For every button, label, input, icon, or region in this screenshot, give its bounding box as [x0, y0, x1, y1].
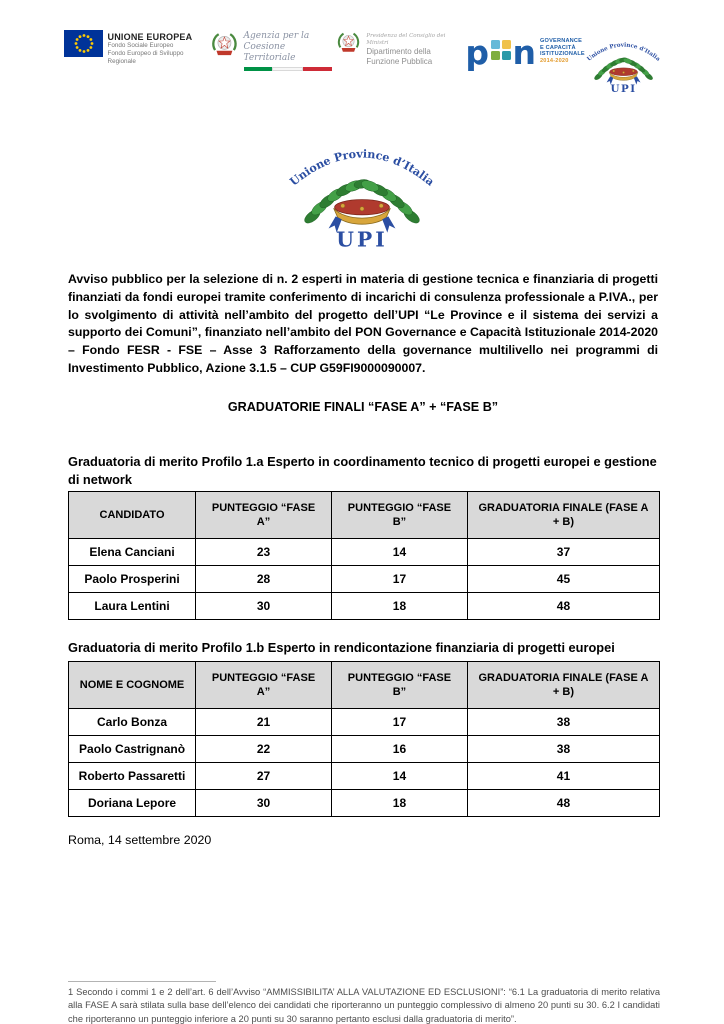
table-row: [69, 736, 660, 763]
table-row: [69, 763, 660, 790]
column-header-candidato: CANDIDATO: [69, 492, 196, 539]
dipartimento-line0: Presidenza del Consiglio dei Ministri: [366, 33, 446, 46]
upi-logo-small: [585, 30, 662, 95]
notice-intro-paragraph: Avviso pubblico per la selezione di n. 2 esperti in materia di gestione tecnica e finanziaria di progetti finanziati da fondi europei tramite conferimento di incarichi di consulenza professionale a P.IVA., per lo svolgimento di attività nell’ambito del progetto dell’UPI “Le Province e il sistema dei servizi a supporto dei Comuni”, finanziato nell’ambito del PON Governance e Capacità Istituzionale 2014-2020 – Fondo FESR - FSE – Asse 3 Rafforzamento della governance multilivello nei programmi di Investimento Pubblico, Azione 3.1.5 – CUP G59FI9000090007.: [68, 272, 658, 375]
column-header-nome-cognome: NOME E COGNOME: [69, 662, 196, 709]
agenzia-coesione-logo-block: [210, 30, 337, 71]
table-row: [69, 539, 660, 566]
pon-logo-block: [465, 30, 585, 73]
eu-logo-line2: Fondo Europeo di Sviluppo Regionale: [107, 50, 184, 65]
column-header-graduatoria-finale: GRADUATORIA FINALE (FASE A + B): [467, 662, 659, 709]
score-total: 48: [467, 790, 659, 817]
score-fase-a: 30: [196, 790, 332, 817]
candidate-name: Carlo Bonza: [69, 709, 196, 736]
dipartimento-line1: Dipartimento della: [366, 47, 431, 56]
pon-letter-n: n: [512, 33, 536, 73]
pon-line3: ISTITUZIONALE: [540, 51, 585, 58]
score-total: 45: [467, 566, 659, 593]
ranking-table-profilo-1a: [68, 491, 660, 620]
score-fase-b: 16: [331, 736, 467, 763]
score-fase-b: 17: [331, 566, 467, 593]
italy-tricolor-bar: [244, 67, 332, 71]
pon-line2: E CAPACITÀ: [540, 44, 576, 51]
upi-logo-center: [286, 127, 438, 256]
eu-logo-title: UNIONE EUROPEA: [107, 32, 193, 42]
pon-line1: GOVERNANCE: [540, 38, 583, 44]
score-fase-a: 27: [196, 763, 332, 790]
table-row: [69, 566, 660, 593]
score-total: 37: [467, 539, 659, 566]
page-title: GRADUATORIE FINALI “FASE A” + “FASE B”: [227, 400, 499, 414]
score-fase-a: 28: [196, 566, 332, 593]
table-row: [69, 593, 660, 620]
ranking-table-profilo-1b: [68, 661, 660, 817]
agenzia-line1: Agenzia per la: [243, 31, 310, 41]
column-header-punteggio-b: PUNTEGGIO “FASE B”: [331, 662, 467, 709]
score-fase-a: 23: [196, 539, 332, 566]
eu-logo-block: [64, 30, 210, 66]
dipartimento-logo-block: [336, 30, 465, 66]
section-title-profilo-1b: Graduatoria di merito Profilo 1.b Esperto in rendicontazione finanziaria di progetti europei: [68, 640, 615, 655]
score-fase-a: 21: [196, 709, 332, 736]
candidate-name: Elena Canciani: [69, 539, 196, 566]
score-total: 41: [467, 763, 659, 790]
footnote-text: 1 Secondo i commi 1 e 2 dell’art. 6 dell’Avviso “AMMISSIBILITA’ ALLA VALUTAZIONE ED ESCLUSIONI”: “6.1 La graduatoria di merito relativa alla FASE A sarà stilata sulla base dell’elenco dei candidati che riporteranno un punteggio complessivo di almeno 20 punti su 30. 6.2 I candidati che riporteranno un punteggio inferiore a 20 punti su 30 saranno pertanto esclusi dalla graduatoria di merito”.: [68, 987, 660, 1024]
score-total: 38: [467, 709, 659, 736]
pon-years: 2014-2020: [540, 57, 569, 64]
column-header-punteggio-a: PUNTEGGIO “FASE A”: [196, 492, 332, 539]
agenzia-line2: Coesione Territoriale: [243, 42, 296, 63]
italy-emblem-icon: [210, 30, 239, 60]
candidate-name: Paolo Prosperini: [69, 566, 196, 593]
column-header-punteggio-b: PUNTEGGIO “FASE B”: [331, 492, 467, 539]
upi-logo-icon: [286, 127, 438, 251]
score-fase-b: 17: [331, 709, 467, 736]
score-fase-b: 14: [331, 539, 467, 566]
section-title-profilo-1a: Graduatoria di merito Profilo 1.a Esperto in coordinamento tecnico di progetti europei e gestione di network: [68, 454, 657, 487]
score-fase-b: 18: [331, 593, 467, 620]
candidate-name: Doriana Lepore: [69, 790, 196, 817]
score-total: 48: [467, 593, 659, 620]
footnote-separator: [68, 981, 216, 982]
table-header-row: [69, 662, 660, 709]
table-row: [69, 790, 660, 817]
score-fase-a: 30: [196, 593, 332, 620]
table-row: [69, 709, 660, 736]
pon-squares-icon: [491, 40, 511, 60]
candidate-name: Laura Lentini: [69, 593, 196, 620]
score-fase-b: 18: [331, 790, 467, 817]
dipartimento-line2: Funzione Pubblica: [366, 56, 433, 66]
date-line: Roma, 14 settembre 2020: [68, 833, 212, 847]
column-header-graduatoria-finale: GRADUATORIA FINALE (FASE A + B): [467, 492, 659, 539]
eu-logo-line1: Fondo Sociale Europeo: [107, 42, 174, 49]
table-header-row: [69, 492, 660, 539]
candidate-name: Paolo Castrignanò: [69, 736, 196, 763]
header-logo-strip: [64, 30, 662, 95]
pon-letter-p: p: [465, 33, 489, 73]
italy-emblem-icon: [336, 30, 361, 56]
score-fase-b: 14: [331, 763, 467, 790]
candidate-name: Roberto Passaretti: [69, 763, 196, 790]
column-header-punteggio-a: PUNTEGGIO “FASE A”: [196, 662, 332, 709]
score-fase-a: 22: [196, 736, 332, 763]
eu-flag-icon: [64, 30, 103, 57]
score-total: 38: [467, 736, 659, 763]
